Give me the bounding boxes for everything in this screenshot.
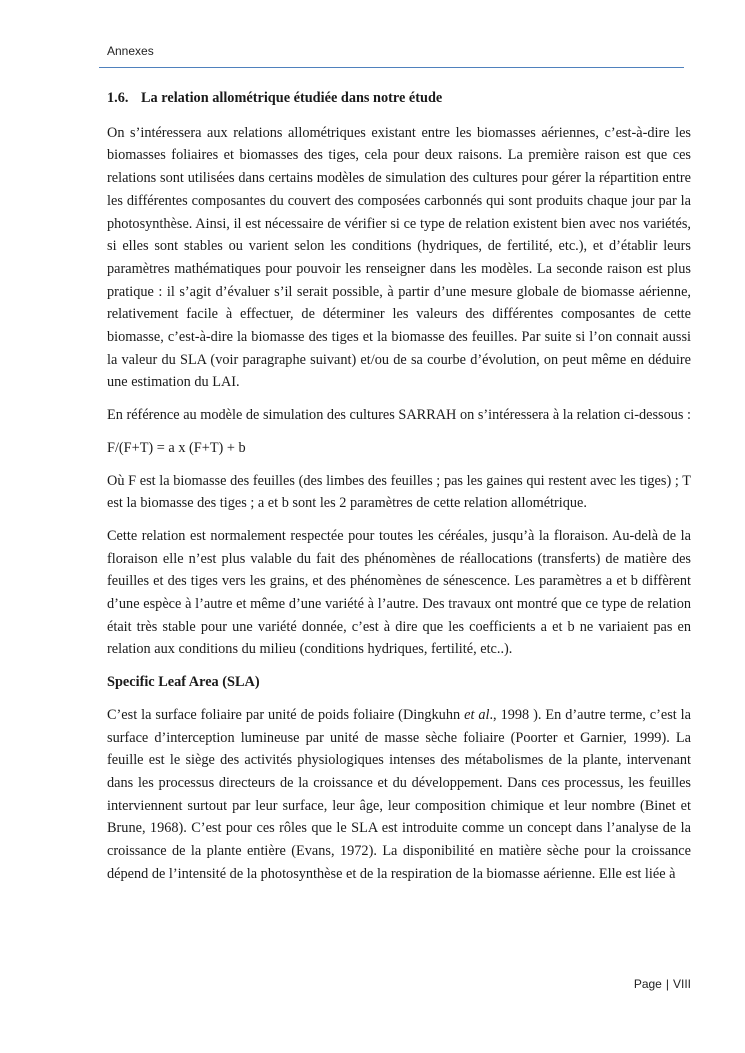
running-header: Annexes [107,44,154,58]
section-title: La relation allométrique étudiée dans notre étude [141,90,443,106]
section-number: 1.6. [107,90,129,106]
page-body [107,87,691,896]
footer-separator: | [665,977,669,991]
header-divider [99,67,684,68]
paragraph-sla-definition [107,704,691,886]
page-footer [634,977,691,991]
sla-text-etal: et al [464,706,490,723]
section-heading [107,87,691,110]
paragraph-variables: Où F est la biomasse des feuilles (des limbes des feuilles ; pas les gaines qui restent avec les tiges) ; T est la biomasse des tiges ; a et b sont les 2 paramètres de cette relation allométrique. [107,472,691,512]
sla-text-intro: C’est la surface foliaire par unité de poids foliaire (Dingkuhn [107,706,465,723]
sla-text-rest: ., 1998 ). En d’autre terme, c’est la surface d’interception lumineuse par unité de masse sèche foliaire (Poorter et Garnier, 1999). La feuille est le siège des activités physiologiques intenses des métabolismes de la plante, intervenant dans les processus directeurs de la croissance et du développement. Dans ces processus, les feuilles interviennent surtout par leur surface, leur âge, leur composition chimique et leur nombre (Binet et Brune, 1968). C’est pour ces rôles que le SLA est introduite comme un concept dans l’analyse de la croissance de la plante entière (Evans, 1972). La disponibilité en matière sèche pour la croissance dépend de l’intensité de la photosynthèse et de la respiration de la biomasse aérienne. Elle est liée à [107,706,691,882]
sla-heading: Specific Leaf Area (SLA) [107,674,260,691]
paragraph-purpose: On s’intéressera aux relations allométriques existant entre les biomasses aériennes, c’est-à-dire les biomasses foliaires et biomasses des tiges, cela pour deux raisons. La première raison est que ces relations sont utilisées dans certains modèles de simulation des cultures pour gérer la répartition entre les différentes composantes du couvert des composées carbonnés qui sont produits chaque jour par la photosynthèse. Ainsi, il est nécessaire de vérifier si ce type de relation existent bien avec nos variétés, si elles sont stables ou varient selon les conditions (hydriques, de fertilité, etc.), et d’établir leurs paramètres mathématiques pour pouvoir les renseigner dans les modèles. La seconde raison est plus pratique : il s’agit d’évaluer s’il serait possible, à partir d’une mesure globale de biomasse aérienne, relativement facile à effectuer, de déterminer les valeurs des différentes composantes de cette biomasse, c’est-à-dire la biomasse des tiges et la biomasse des feuilles. Par suite si l’on connait aussi la valeur du SLA (voir paragraphe suivant) et/ou de sa courbe d’évolution, on peut même en déduire une estimation du LAI. [107,124,691,391]
paragraph-sarrah-reference: En référence au modèle de simulation des cultures SARRAH on s’intéressera à la relation ci-dessous : [107,407,692,424]
footer-page-number: VIII [672,977,691,991]
footer-page-label: Page [633,977,662,991]
paragraph-validity: Cette relation est normalement respectée pour toutes les céréales, jusqu’à la floraison. Au-delà de la floraison elle n’est plus valable du fait des phénomènes de réallocations (transferts) de matière des feuilles et des tiges vers les grains, et des phénomènes de sénescence. Les paramètres a et b diffèrent d’une espèce à l’autre et même d’une variété à l’autre. Des travaux ont montré que ce type de relation était très stable pour une variété donnée, c’est à dire que les coefficients a et b ne variaient pas en relation aux conditions du milieu (conditions hydriques, fertilité, etc..). [107,527,691,658]
formula: F/(F+T) = a x (F+T) + b [107,439,246,456]
